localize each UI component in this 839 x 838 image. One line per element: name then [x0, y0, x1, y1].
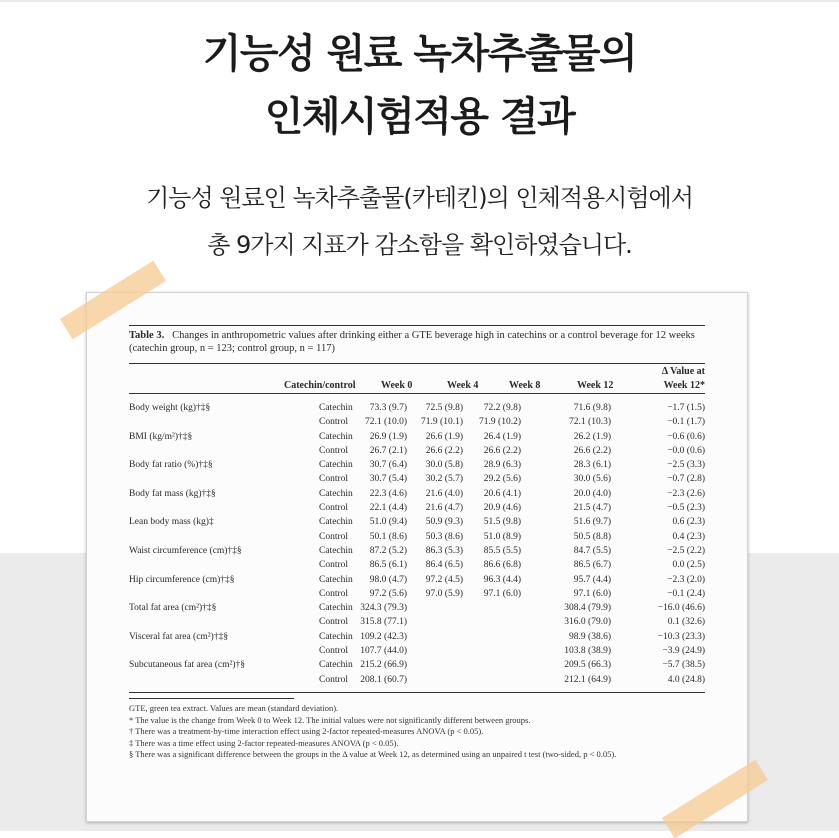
table-row [129, 544, 705, 558]
row-week12: 84.7 (5.5) [573, 545, 611, 556]
row-week8: 97.1 (6.0) [483, 588, 521, 599]
table-row [129, 401, 705, 415]
table-footnotes [129, 703, 705, 761]
table-row [129, 558, 705, 572]
row-week12: 98.9 (38.6) [569, 631, 611, 642]
row-group: Control [319, 531, 349, 542]
header-week4: Week 4 [447, 380, 479, 391]
row-week0: 50.1 (8.6) [369, 531, 407, 542]
row-delta: −2.3 (2.0) [667, 574, 705, 585]
row-week12: 51.6 (9.7) [573, 517, 611, 528]
row-week4: 21.6 (4.7) [425, 503, 463, 514]
table-row [129, 501, 705, 515]
row-week4: 86.4 (6.5) [425, 560, 463, 571]
row-week8: 96.3 (4.4) [483, 574, 521, 585]
row-week4: 72.5 (9.8) [425, 403, 463, 413]
row-week0: 30.7 (5.4) [369, 474, 407, 485]
row-label: Lean body mass (kg)‡ [129, 517, 214, 528]
row-week0: 51.0 (9.4) [369, 517, 407, 528]
row-group: Control [319, 417, 349, 428]
table-caption-label: Table 3. [129, 330, 165, 341]
row-week12: 72.1 (10.3) [569, 417, 611, 428]
row-week4: 71.9 (10.1) [421, 417, 463, 428]
row-label: Waist circumference (cm)†‡§ [129, 545, 242, 556]
row-group: Control [319, 503, 349, 514]
row-week12: 97.1 (6.0) [573, 588, 611, 599]
table-rule-top [129, 363, 705, 364]
table-row [129, 444, 705, 458]
row-week0: 98.0 (4.7) [369, 574, 407, 585]
row-week12: 21.5 (4.7) [573, 503, 611, 514]
table-row [129, 615, 705, 629]
row-label: BMI (kg/m²)†‡§ [129, 431, 193, 442]
row-group: Catechin [319, 431, 353, 442]
row-week0: 97.2 (5.6) [369, 588, 407, 599]
row-delta: −2.5 (2.2) [667, 545, 705, 556]
table-row [129, 587, 705, 601]
row-group: Control [319, 674, 349, 685]
row-week8: 71.9 (10.2) [479, 417, 521, 428]
table-body [129, 401, 705, 687]
row-week0: 109.2 (42.3) [360, 631, 407, 642]
table-row [129, 630, 705, 644]
row-delta: 0.4 (2.3) [672, 531, 705, 542]
row-week8: 51.0 (8.9) [483, 531, 521, 542]
row-week4: 50.9 (9.3) [425, 517, 463, 528]
row-group: Catechin [319, 603, 353, 614]
row-week0: 30.7 (6.4) [369, 460, 407, 471]
row-week4: 86.3 (5.3) [425, 545, 463, 556]
row-group: Control [319, 445, 349, 456]
row-week0: 107.7 (44.0) [360, 646, 407, 657]
footnote-line: GTE, green tea extract. Values are mean (standard deviation). [129, 703, 339, 713]
row-delta: −0.1 (1.7) [667, 417, 705, 428]
row-label: Total fat area (cm²)†‡§ [129, 603, 217, 614]
row-week0: 22.1 (4.4) [369, 503, 407, 514]
caption-rule [129, 325, 705, 326]
row-week12: 50.5 (8.8) [573, 531, 611, 542]
row-week12: 30.0 (5.6) [573, 474, 611, 485]
row-week12: 71.6 (9.8) [573, 403, 611, 413]
row-week8: 72.2 (9.8) [483, 403, 521, 413]
row-week8: 51.5 (9.8) [483, 517, 521, 528]
row-week4: 26.6 (2.2) [425, 445, 463, 456]
row-delta: 0.0 (2.5) [672, 560, 705, 571]
row-week0: 87.2 (5.2) [369, 545, 407, 556]
table-caption [129, 329, 705, 355]
row-delta: −5.7 (38.5) [662, 660, 705, 671]
table-row [129, 658, 705, 672]
row-week8: 85.5 (5.5) [483, 545, 521, 556]
row-week12: 28.3 (6.1) [573, 460, 611, 471]
row-week8: 28.9 (6.3) [483, 460, 521, 471]
table-row [129, 515, 705, 529]
row-week12: 103.8 (38.9) [564, 646, 611, 657]
row-label: Subcutaneous fat area (cm²)†§ [129, 660, 246, 671]
row-week0: 22.3 (4.6) [369, 488, 407, 499]
row-week12: 20.0 (4.0) [573, 488, 611, 499]
row-week12: 316.0 (79.0) [564, 617, 611, 628]
row-delta: 0.6 (2.3) [672, 517, 705, 528]
table-row [129, 673, 705, 687]
row-label: Hip circumference (cm)†‡§ [129, 574, 235, 585]
row-delta: −1.7 (1.5) [667, 403, 705, 413]
row-group: Catechin [319, 660, 353, 671]
row-week12: 212.1 (64.9) [564, 674, 611, 685]
row-group: Catechin [319, 631, 353, 642]
row-delta: −2.5 (3.3) [667, 460, 705, 471]
row-week0: 86.5 (6.1) [369, 560, 407, 571]
row-week4: 30.2 (5.7) [425, 474, 463, 485]
row-delta: −16.0 (46.6) [657, 603, 705, 614]
row-week0: 324.3 (79.3) [360, 603, 407, 614]
row-week4: 97.2 (4.5) [425, 574, 463, 585]
table-row [129, 644, 705, 658]
table-image-card [86, 292, 748, 822]
footnote-line: * The value is the change from Week 0 to Week 12. The initial values were not significantly different between groups. [129, 714, 531, 725]
row-week8: 20.6 (4.1) [483, 488, 521, 499]
headline-line1: 기능성 원료 녹차추출물의 [202, 31, 637, 77]
table-row [129, 530, 705, 544]
row-delta: −2.3 (2.6) [667, 488, 705, 499]
footnote-line: † There was a treatment-by-time interaction effect using 2-factor repeated-measures ANOVA (p < 0.05). [129, 726, 484, 736]
row-week8: 86.6 (6.8) [483, 560, 521, 571]
header-week8: Week 8 [509, 380, 541, 391]
row-group: Catechin [319, 460, 353, 471]
row-week8: 29.2 (5.6) [483, 474, 521, 485]
header-delta-line1: Δ Value at [661, 366, 705, 377]
footnote-rule [129, 698, 294, 699]
row-group: Control [319, 617, 349, 628]
table-row [129, 487, 705, 501]
headline-line2: 인체시험적용 결과 [264, 94, 575, 140]
row-group: Catechin [319, 517, 353, 528]
row-label: Body fat mass (kg)†‡§ [129, 488, 216, 499]
table-row [129, 430, 705, 444]
row-week0: 208.1 (60.7) [360, 674, 407, 685]
row-delta: −10.3 (23.3) [657, 631, 705, 642]
row-week0: 26.7 (2.1) [369, 445, 407, 456]
row-week4: 26.6 (1.9) [425, 431, 463, 442]
row-label: Visceral fat area (cm²)†‡§ [129, 631, 229, 642]
table-row [129, 458, 705, 472]
row-week0: 215.2 (66.9) [360, 660, 407, 671]
row-week4: 50.3 (8.6) [425, 531, 463, 542]
row-delta: 0.1 (32.6) [667, 617, 705, 628]
row-week12: 95.7 (4.4) [573, 574, 611, 585]
subtitle-line1: 기능성 원료인 녹차추출물(카테킨)의 인체적용시험에서 [146, 184, 693, 212]
row-group: Catechin [319, 574, 353, 585]
row-group: Catechin [319, 488, 353, 499]
row-week12: 86.5 (6.7) [573, 560, 611, 571]
row-group: Control [319, 646, 349, 657]
row-delta: −0.0 (0.6) [667, 445, 705, 456]
header-delta-line2: Week 12* [663, 380, 705, 391]
table-caption-text: Changes in anthropometric values after drinking either a GTE beverage high in catechins or a control beverage for 12 weeks (catechin group, n = 123; control group, n = 117) [129, 330, 695, 354]
row-week12: 209.5 (66.3) [564, 660, 611, 671]
row-week0: 72.1 (10.0) [365, 417, 407, 428]
header-group: Catechin/control [284, 380, 356, 391]
table-rule-header [129, 393, 705, 394]
row-week0: 315.8 (77.1) [360, 617, 407, 628]
row-delta: −0.5 (2.3) [667, 503, 705, 514]
subtitle-line2: 총 9가지 지표가 감소함을 확인하였습니다. [207, 231, 632, 259]
row-week4: 30.0 (5.8) [425, 460, 463, 471]
row-week12: 308.4 (79.9) [564, 603, 611, 614]
row-group: Catechin [319, 403, 353, 413]
row-week0: 26.9 (1.9) [369, 431, 407, 442]
row-group: Control [319, 588, 349, 599]
row-label: Body fat ratio (%)†‡§ [129, 460, 213, 471]
row-label: Body weight (kg)†‡§ [129, 403, 211, 413]
row-week8: 20.9 (4.6) [483, 503, 521, 514]
table-row [129, 472, 705, 486]
row-week12: 26.2 (1.9) [573, 431, 611, 442]
top-divider [0, 0, 839, 2]
row-delta: −0.6 (0.6) [667, 431, 705, 442]
table-row [129, 573, 705, 587]
row-week8: 26.4 (1.9) [483, 431, 521, 442]
row-delta: −3.9 (24.9) [662, 646, 705, 657]
footnote-line: ‡ There was a time effect using 2-factor repeated-measures ANOVA (p < 0.05). [129, 737, 399, 748]
row-week12: 26.6 (2.2) [573, 445, 611, 456]
footnote-line: § There was a significant difference between the groups in the Δ value at Week 12, as determined using an unpaired t test (two-sided, p < 0.05). [129, 749, 617, 759]
row-group: Control [319, 474, 349, 485]
row-week4: 97.0 (5.9) [425, 588, 463, 599]
row-group: Catechin [319, 545, 353, 556]
table-row [129, 601, 705, 615]
row-week8: 26.6 (2.2) [483, 445, 521, 456]
row-delta: −0.1 (2.4) [667, 588, 705, 599]
table-row [129, 415, 705, 429]
table-rule-bottom [129, 692, 705, 693]
row-week0: 73.3 (9.7) [369, 403, 407, 413]
row-group: Control [319, 560, 349, 571]
row-delta: 4.0 (24.8) [667, 674, 705, 685]
header-week12: Week 12 [577, 380, 614, 391]
row-week4: 21.6 (4.0) [425, 488, 463, 499]
header-week0: Week 0 [381, 380, 413, 391]
row-delta: −0.7 (2.8) [667, 474, 705, 485]
